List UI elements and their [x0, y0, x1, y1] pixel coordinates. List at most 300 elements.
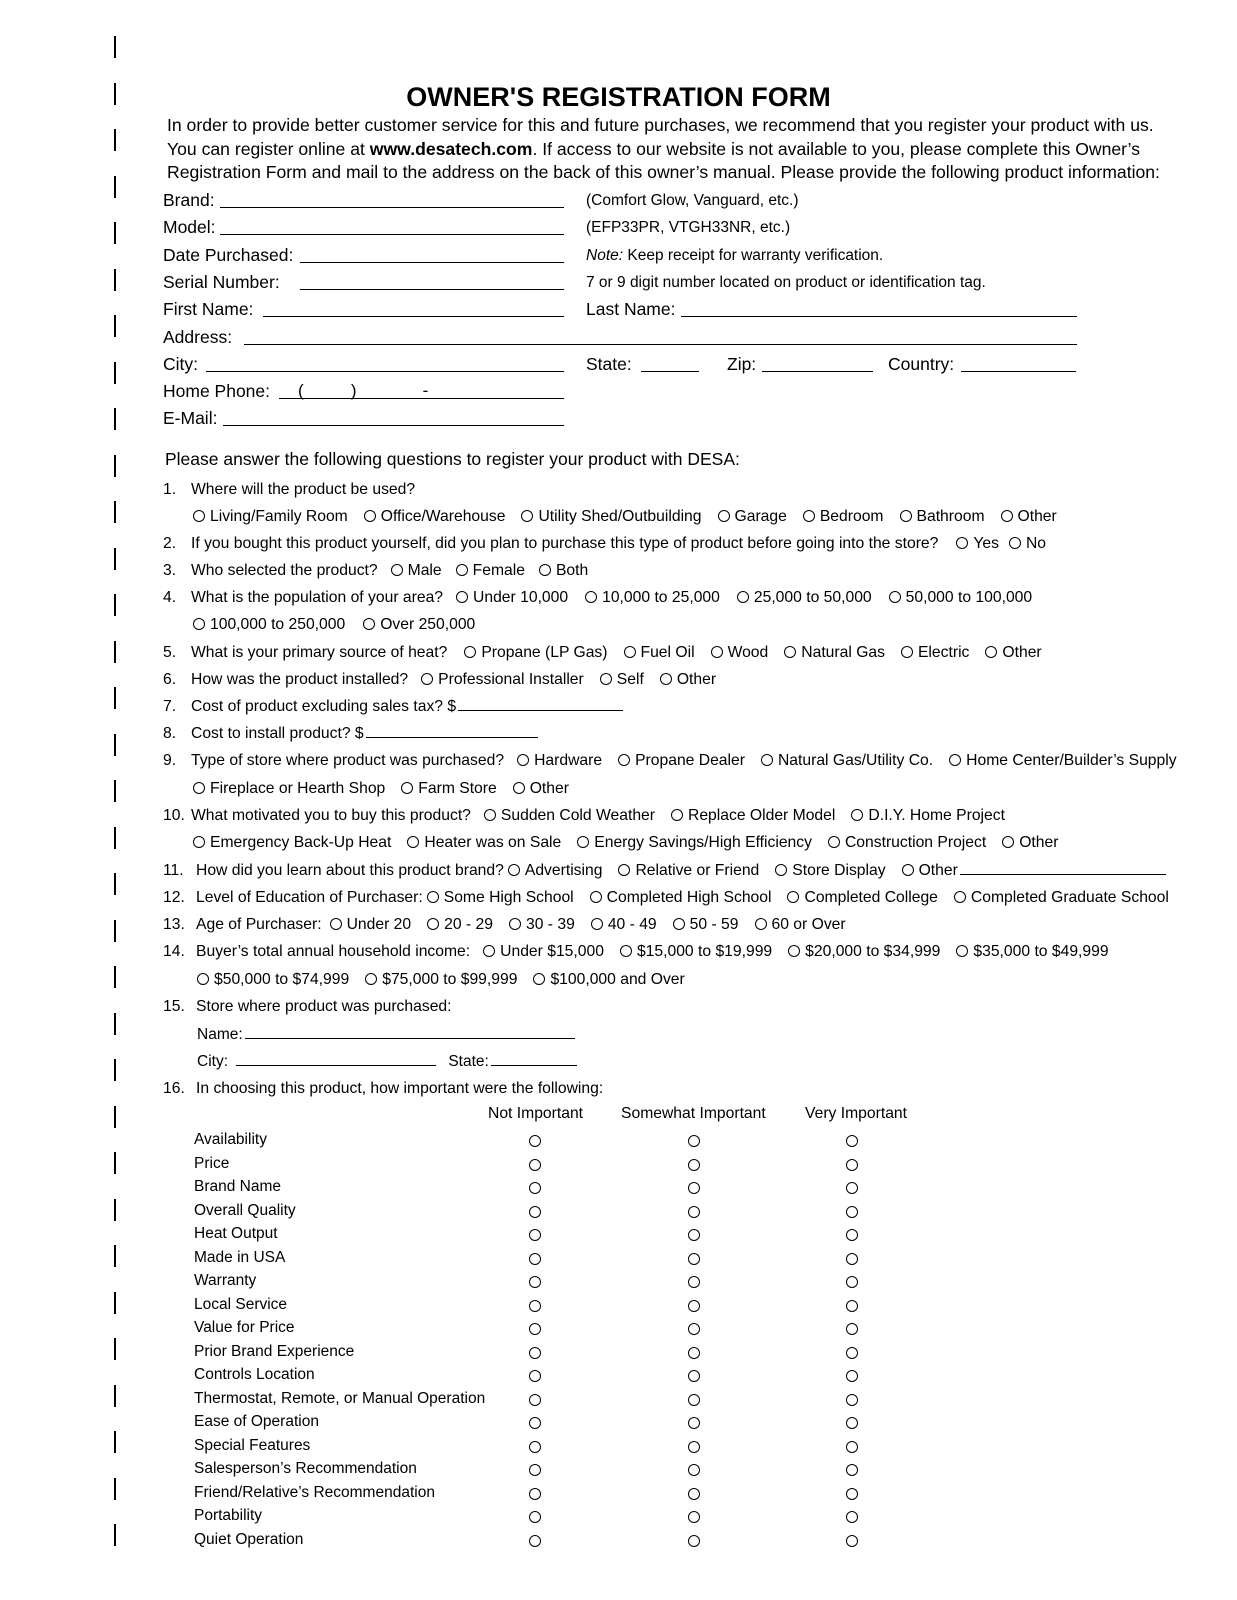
- option[interactable]: [671, 805, 835, 827]
- option[interactable]: [954, 887, 1169, 909]
- somewhat-important-radio[interactable]: [688, 1441, 700, 1453]
- option[interactable]: [427, 914, 493, 936]
- not-important-radio[interactable]: [529, 1535, 541, 1547]
- question-text: Store where product was purchased:: [196, 998, 452, 1015]
- option[interactable]: [509, 914, 575, 936]
- radio-button[interactable]: [391, 564, 403, 576]
- question-14: [163, 941, 1109, 963]
- question-text: If you bought this product yourself, did you plan to purchase this type of product before going into the store?: [191, 535, 939, 552]
- not-important-radio[interactable]: [529, 1488, 541, 1500]
- serial-number-label: Serial Number:: [163, 272, 280, 292]
- option-label: 10,000 to 25,000: [602, 589, 720, 606]
- radio-button[interactable]: [513, 782, 525, 794]
- question-text: Buyer’s total annual household income:: [196, 943, 471, 960]
- option-label: Living/Family Room: [210, 508, 348, 525]
- city-field[interactable]: [206, 371, 564, 372]
- question-1: [163, 479, 415, 501]
- question-number: 4.: [163, 589, 177, 606]
- option[interactable]: [673, 914, 739, 936]
- first-name-field[interactable]: [263, 316, 564, 317]
- radio-button[interactable]: [788, 945, 800, 957]
- radio-button[interactable]: [784, 646, 796, 658]
- cut-line-mark: [114, 920, 116, 942]
- not-important-radio[interactable]: [529, 1300, 541, 1312]
- radio-button[interactable]: [902, 864, 914, 876]
- option[interactable]: [401, 778, 496, 800]
- importance-row: [0, 1341, 1237, 1364]
- very-important-radio[interactable]: [846, 1206, 858, 1218]
- question-10: [163, 805, 1005, 827]
- option[interactable]: [193, 778, 385, 800]
- very-important-radio[interactable]: [846, 1300, 858, 1312]
- radio-button[interactable]: [954, 891, 966, 903]
- radio-button[interactable]: [755, 918, 767, 930]
- radio-button[interactable]: [737, 591, 749, 603]
- importance-row: [0, 1388, 1237, 1411]
- question-text: How was the product installed?: [191, 671, 409, 688]
- store-state-label: State:: [448, 1053, 489, 1070]
- last-name-field[interactable]: [681, 316, 1077, 317]
- radio-button[interactable]: [533, 973, 545, 985]
- radio-button[interactable]: [407, 836, 419, 848]
- intro-text-continued: . If access to our website is not available to you, please complete this Owner’s Registration Form and mail to the address on the back of this owner’s manual. Please provide the following product information:: [167, 138, 1160, 182]
- option[interactable]: [464, 642, 607, 664]
- column-very-important: Very Important: [805, 1105, 908, 1122]
- model-field[interactable]: [220, 234, 564, 235]
- question-number: 8.: [163, 725, 177, 742]
- option-label: $50,000 to $74,999: [214, 971, 350, 988]
- country-field[interactable]: [961, 371, 1076, 372]
- factor-label: Ease of Operation: [194, 1413, 319, 1430]
- question-12-options: [427, 887, 1169, 909]
- radio-button[interactable]: [787, 891, 799, 903]
- option[interactable]: [1002, 832, 1058, 854]
- email-field[interactable]: [223, 425, 564, 426]
- question-text: In choosing this product, how important were the following:: [196, 1080, 604, 1097]
- question-number: 3.: [163, 562, 177, 579]
- option[interactable]: [901, 642, 969, 664]
- question-1-options: [193, 506, 1057, 528]
- store-city-field[interactable]: [236, 1051, 436, 1066]
- option[interactable]: [484, 805, 655, 827]
- option[interactable]: [513, 778, 569, 800]
- question-6: [163, 669, 716, 691]
- cut-line-mark: [114, 827, 116, 849]
- store-state-field[interactable]: [491, 1051, 577, 1066]
- radio-button[interactable]: [197, 973, 209, 985]
- question-number: 9.: [163, 752, 177, 769]
- radio-button[interactable]: [671, 809, 683, 821]
- option-label: Utility Shed/Outbuilding: [538, 508, 702, 525]
- radio-button[interactable]: [464, 646, 476, 658]
- radio-button[interactable]: [427, 891, 439, 903]
- somewhat-important-radio[interactable]: [688, 1370, 700, 1382]
- option[interactable]: [456, 560, 525, 582]
- option-label: D.I.Y. Home Project: [868, 807, 1005, 824]
- not-important-radio[interactable]: [529, 1159, 541, 1171]
- radio-button[interactable]: [949, 754, 961, 766]
- option-label: Store Display: [792, 862, 886, 879]
- very-important-radio[interactable]: [846, 1370, 858, 1382]
- option-label: Propane (LP Gas): [481, 644, 608, 661]
- radio-button[interactable]: [711, 646, 723, 658]
- question-4: [163, 587, 1032, 609]
- very-important-radio[interactable]: [846, 1511, 858, 1523]
- option-label: Both: [555, 562, 589, 579]
- very-important-radio[interactable]: [846, 1229, 858, 1241]
- option-label: Other: [918, 862, 958, 879]
- option-label: 20 - 29: [444, 916, 493, 933]
- somewhat-important-radio[interactable]: [688, 1276, 700, 1288]
- radio-button[interactable]: [624, 646, 636, 658]
- date-hint: [586, 245, 883, 267]
- importance-row: [0, 1482, 1237, 1505]
- radio-button[interactable]: [364, 510, 376, 522]
- option[interactable]: [193, 832, 391, 854]
- factor-label: Price: [194, 1154, 230, 1172]
- learned-other-field[interactable]: [960, 860, 1166, 875]
- option[interactable]: [889, 587, 1033, 609]
- radio-button[interactable]: [577, 836, 589, 848]
- option-label: $35,000 to $49,999: [973, 943, 1109, 960]
- option[interactable]: [197, 969, 349, 991]
- radio-button[interactable]: [193, 510, 205, 522]
- cut-line-mark: [114, 966, 116, 988]
- radio-button[interactable]: [590, 891, 602, 903]
- somewhat-important-radio[interactable]: [688, 1535, 700, 1547]
- question-number: 16.: [163, 1080, 185, 1097]
- very-important-radio[interactable]: [846, 1347, 858, 1359]
- importance-row: [0, 1153, 1237, 1176]
- option[interactable]: [755, 914, 846, 936]
- very-important-radio[interactable]: [846, 1323, 858, 1335]
- cut-line-mark: [114, 687, 116, 709]
- not-important-radio[interactable]: [529, 1370, 541, 1382]
- question-9: [163, 750, 1177, 772]
- radio-button[interactable]: [517, 754, 529, 766]
- radio-button[interactable]: [673, 918, 685, 930]
- question-text: How did you learn about this product brand?: [196, 862, 504, 879]
- radio-button[interactable]: [509, 918, 521, 930]
- option[interactable]: [427, 887, 574, 909]
- not-important-radio[interactable]: [529, 1253, 541, 1265]
- option-label: Other: [1002, 644, 1042, 661]
- somewhat-important-radio[interactable]: [688, 1511, 700, 1523]
- question-11-options: [508, 860, 958, 882]
- radio-button[interactable]: [591, 918, 603, 930]
- question-number: 5.: [163, 644, 177, 661]
- radio-button[interactable]: [620, 945, 632, 957]
- somewhat-important-radio[interactable]: [688, 1135, 700, 1147]
- option-label: Self: [616, 671, 644, 688]
- option[interactable]: [517, 750, 602, 772]
- question-number: 6.: [163, 671, 177, 688]
- option[interactable]: [900, 506, 985, 528]
- option-label: Wood: [727, 644, 769, 661]
- install-cost-field[interactable]: [366, 723, 538, 738]
- cut-line-mark: [114, 641, 116, 663]
- radio-button[interactable]: [828, 836, 840, 848]
- very-important-radio[interactable]: [846, 1535, 858, 1547]
- radio-button[interactable]: [1009, 537, 1021, 549]
- radio-button[interactable]: [1001, 510, 1013, 522]
- somewhat-important-radio[interactable]: [688, 1159, 700, 1171]
- cut-line-mark: [114, 1013, 116, 1035]
- brand-field[interactable]: [220, 207, 564, 208]
- option-label: Garage: [734, 508, 787, 525]
- option-label: Male: [407, 562, 442, 579]
- radio-button[interactable]: [456, 591, 468, 603]
- radio-button[interactable]: [193, 836, 205, 848]
- radio-button[interactable]: [521, 510, 533, 522]
- factor-label: Overall Quality: [194, 1201, 296, 1219]
- zip-field[interactable]: [762, 371, 873, 372]
- option-label: Completed Graduate School: [970, 889, 1169, 906]
- option[interactable]: [620, 941, 772, 963]
- cut-line-mark: [114, 734, 116, 756]
- option[interactable]: [788, 941, 940, 963]
- somewhat-important-radio[interactable]: [688, 1323, 700, 1335]
- question-text: What is your primary source of heat?: [191, 644, 448, 661]
- option-label: Natural Gas: [801, 644, 885, 661]
- option[interactable]: [775, 860, 885, 882]
- radio-button[interactable]: [618, 754, 630, 766]
- very-important-radio[interactable]: [846, 1276, 858, 1288]
- somewhat-important-radio[interactable]: [688, 1394, 700, 1406]
- radio-button[interactable]: [618, 864, 630, 876]
- radio-button[interactable]: [508, 864, 520, 876]
- option-label: Farm Store: [418, 780, 497, 797]
- option[interactable]: [193, 614, 345, 636]
- option-label: Completed College: [804, 889, 938, 906]
- radio-button[interactable]: [427, 918, 439, 930]
- store-name-field[interactable]: [245, 1024, 575, 1039]
- radio-button[interactable]: [1002, 836, 1014, 848]
- somewhat-important-radio[interactable]: [688, 1464, 700, 1476]
- radio-button[interactable]: [761, 754, 773, 766]
- very-important-radio[interactable]: [846, 1441, 858, 1453]
- option[interactable]: [803, 506, 884, 528]
- somewhat-important-radio[interactable]: [688, 1347, 700, 1359]
- option[interactable]: [737, 587, 872, 609]
- option[interactable]: [784, 642, 885, 664]
- question-number: 2.: [163, 535, 177, 552]
- option[interactable]: [533, 969, 684, 991]
- serial-hint: 7 or 9 digit number located on product or identification tag.: [586, 274, 986, 291]
- option[interactable]: [330, 914, 412, 936]
- option-label: Electric: [917, 644, 970, 661]
- option-label: 50,000 to 100,000: [905, 589, 1033, 606]
- factor-label: Portability: [194, 1507, 263, 1524]
- somewhat-important-radio[interactable]: [688, 1417, 700, 1429]
- option[interactable]: [577, 832, 812, 854]
- option[interactable]: [456, 587, 568, 609]
- very-important-radio[interactable]: [846, 1182, 858, 1194]
- option[interactable]: [539, 560, 588, 582]
- option-label: Some High School: [443, 889, 574, 906]
- cut-line-mark: [114, 501, 116, 523]
- importance-row: [0, 1411, 1237, 1434]
- not-important-radio[interactable]: [529, 1229, 541, 1241]
- very-important-radio[interactable]: [846, 1159, 858, 1171]
- importance-row: [0, 1200, 1237, 1223]
- radio-button[interactable]: [956, 945, 968, 957]
- option[interactable]: [956, 941, 1108, 963]
- question-9-options: [517, 750, 1177, 772]
- not-important-radio[interactable]: [529, 1206, 541, 1218]
- radio-button[interactable]: [456, 564, 468, 576]
- option-label: 25,000 to 50,000: [753, 589, 872, 606]
- importance-row: [0, 1129, 1237, 1152]
- somewhat-important-radio[interactable]: [688, 1229, 700, 1241]
- option-label: Propane Dealer: [635, 752, 745, 769]
- option[interactable]: [421, 669, 584, 691]
- very-important-radio[interactable]: [846, 1253, 858, 1265]
- option[interactable]: [365, 969, 517, 991]
- option[interactable]: [985, 642, 1041, 664]
- question-2: [163, 533, 1046, 555]
- radio-button[interactable]: [484, 809, 496, 821]
- radio-button[interactable]: [365, 973, 377, 985]
- factor-label: Local Service: [194, 1295, 288, 1313]
- question-text: Level of Education of Purchaser:: [196, 889, 423, 906]
- option[interactable]: [618, 860, 759, 882]
- option-label: $15,000 to $19,999: [636, 943, 773, 960]
- not-important-radio[interactable]: [529, 1276, 541, 1288]
- not-important-radio[interactable]: [529, 1394, 541, 1406]
- option[interactable]: [851, 805, 1005, 827]
- option-label: Bathroom: [916, 508, 985, 525]
- not-important-radio[interactable]: [529, 1441, 541, 1453]
- question-9-options-row2: [193, 778, 569, 800]
- very-important-radio[interactable]: [846, 1488, 858, 1500]
- option[interactable]: [949, 750, 1176, 772]
- address-field[interactable]: [244, 344, 1077, 345]
- option-label: Bedroom: [819, 508, 884, 525]
- option[interactable]: [364, 506, 506, 528]
- factor-label: Value for Price: [194, 1319, 295, 1336]
- question-14-options: [483, 941, 1108, 963]
- somewhat-important-radio[interactable]: [688, 1206, 700, 1218]
- cut-line-mark: [114, 129, 116, 151]
- somewhat-important-radio[interactable]: [688, 1182, 700, 1194]
- question-3: [163, 560, 588, 582]
- radio-button[interactable]: [718, 510, 730, 522]
- not-important-radio[interactable]: [529, 1182, 541, 1194]
- radio-button[interactable]: [660, 673, 672, 685]
- factor-label: Quiet Operation: [194, 1530, 304, 1548]
- option-label: Female: [472, 562, 525, 579]
- option[interactable]: [521, 506, 701, 528]
- not-important-radio[interactable]: [529, 1417, 541, 1429]
- radio-button[interactable]: [539, 564, 551, 576]
- very-important-radio[interactable]: [846, 1394, 858, 1406]
- radio-button[interactable]: [803, 510, 815, 522]
- option[interactable]: [590, 887, 772, 909]
- importance-row: [0, 1223, 1237, 1246]
- radio-button[interactable]: [585, 591, 597, 603]
- somewhat-important-radio[interactable]: [688, 1253, 700, 1265]
- very-important-radio[interactable]: [846, 1417, 858, 1429]
- radio-button[interactable]: [421, 673, 433, 685]
- option[interactable]: [902, 860, 958, 882]
- not-important-radio[interactable]: [529, 1464, 541, 1476]
- date-hint-text: Keep receipt for warranty verification.: [623, 247, 884, 264]
- not-important-radio[interactable]: [529, 1347, 541, 1359]
- option[interactable]: [618, 750, 745, 772]
- radio-button[interactable]: [956, 537, 968, 549]
- somewhat-important-radio[interactable]: [688, 1488, 700, 1500]
- serial-number-field[interactable]: [300, 289, 564, 290]
- radio-button[interactable]: [193, 618, 205, 630]
- option[interactable]: [407, 832, 561, 854]
- question-number: 12.: [163, 889, 185, 906]
- option-label: Under 20: [346, 916, 412, 933]
- somewhat-important-radio[interactable]: [688, 1300, 700, 1312]
- option[interactable]: [193, 506, 348, 528]
- option[interactable]: [711, 642, 769, 664]
- radio-button[interactable]: [851, 809, 863, 821]
- option[interactable]: [787, 887, 937, 909]
- state-field[interactable]: [641, 371, 699, 372]
- option[interactable]: [718, 506, 787, 528]
- home-phone-label: Home Phone:: [163, 381, 271, 401]
- cut-line-mark: [114, 780, 116, 802]
- date-purchased-field[interactable]: [300, 262, 564, 263]
- option[interactable]: [1009, 533, 1046, 555]
- radio-button[interactable]: [363, 618, 375, 630]
- option[interactable]: [956, 533, 999, 555]
- option[interactable]: [828, 832, 986, 854]
- radio-button[interactable]: [193, 782, 205, 794]
- not-important-radio[interactable]: [529, 1323, 541, 1335]
- option[interactable]: [363, 614, 475, 636]
- radio-button[interactable]: [600, 673, 612, 685]
- not-important-radio[interactable]: [529, 1135, 541, 1147]
- cut-line-mark: [114, 1106, 116, 1128]
- cut-line-mark: [114, 548, 116, 570]
- radio-button[interactable]: [330, 918, 342, 930]
- option[interactable]: [508, 860, 603, 882]
- very-important-radio[interactable]: [846, 1135, 858, 1147]
- option[interactable]: [761, 750, 933, 772]
- radio-button[interactable]: [775, 864, 787, 876]
- store-name-label: Name:: [197, 1026, 243, 1043]
- not-important-radio[interactable]: [529, 1511, 541, 1523]
- radio-button[interactable]: [889, 591, 901, 603]
- store-city-row: [197, 1051, 577, 1073]
- option[interactable]: [585, 587, 720, 609]
- option[interactable]: [591, 914, 657, 936]
- country-label: Country:: [888, 354, 955, 374]
- option[interactable]: [624, 642, 695, 664]
- option[interactable]: [600, 669, 644, 691]
- radio-button[interactable]: [900, 510, 912, 522]
- option[interactable]: [483, 941, 604, 963]
- radio-button[interactable]: [901, 646, 913, 658]
- option[interactable]: [1001, 506, 1057, 528]
- option[interactable]: [660, 669, 716, 691]
- phone-mask: ( ) -: [298, 381, 429, 400]
- radio-button[interactable]: [401, 782, 413, 794]
- radio-button[interactable]: [985, 646, 997, 658]
- option[interactable]: [391, 560, 442, 582]
- product-cost-field[interactable]: [458, 696, 623, 711]
- option-label: Other: [676, 671, 717, 688]
- very-important-radio[interactable]: [846, 1464, 858, 1476]
- radio-button[interactable]: [483, 945, 495, 957]
- website-link[interactable]: www.desatech.com: [369, 138, 533, 159]
